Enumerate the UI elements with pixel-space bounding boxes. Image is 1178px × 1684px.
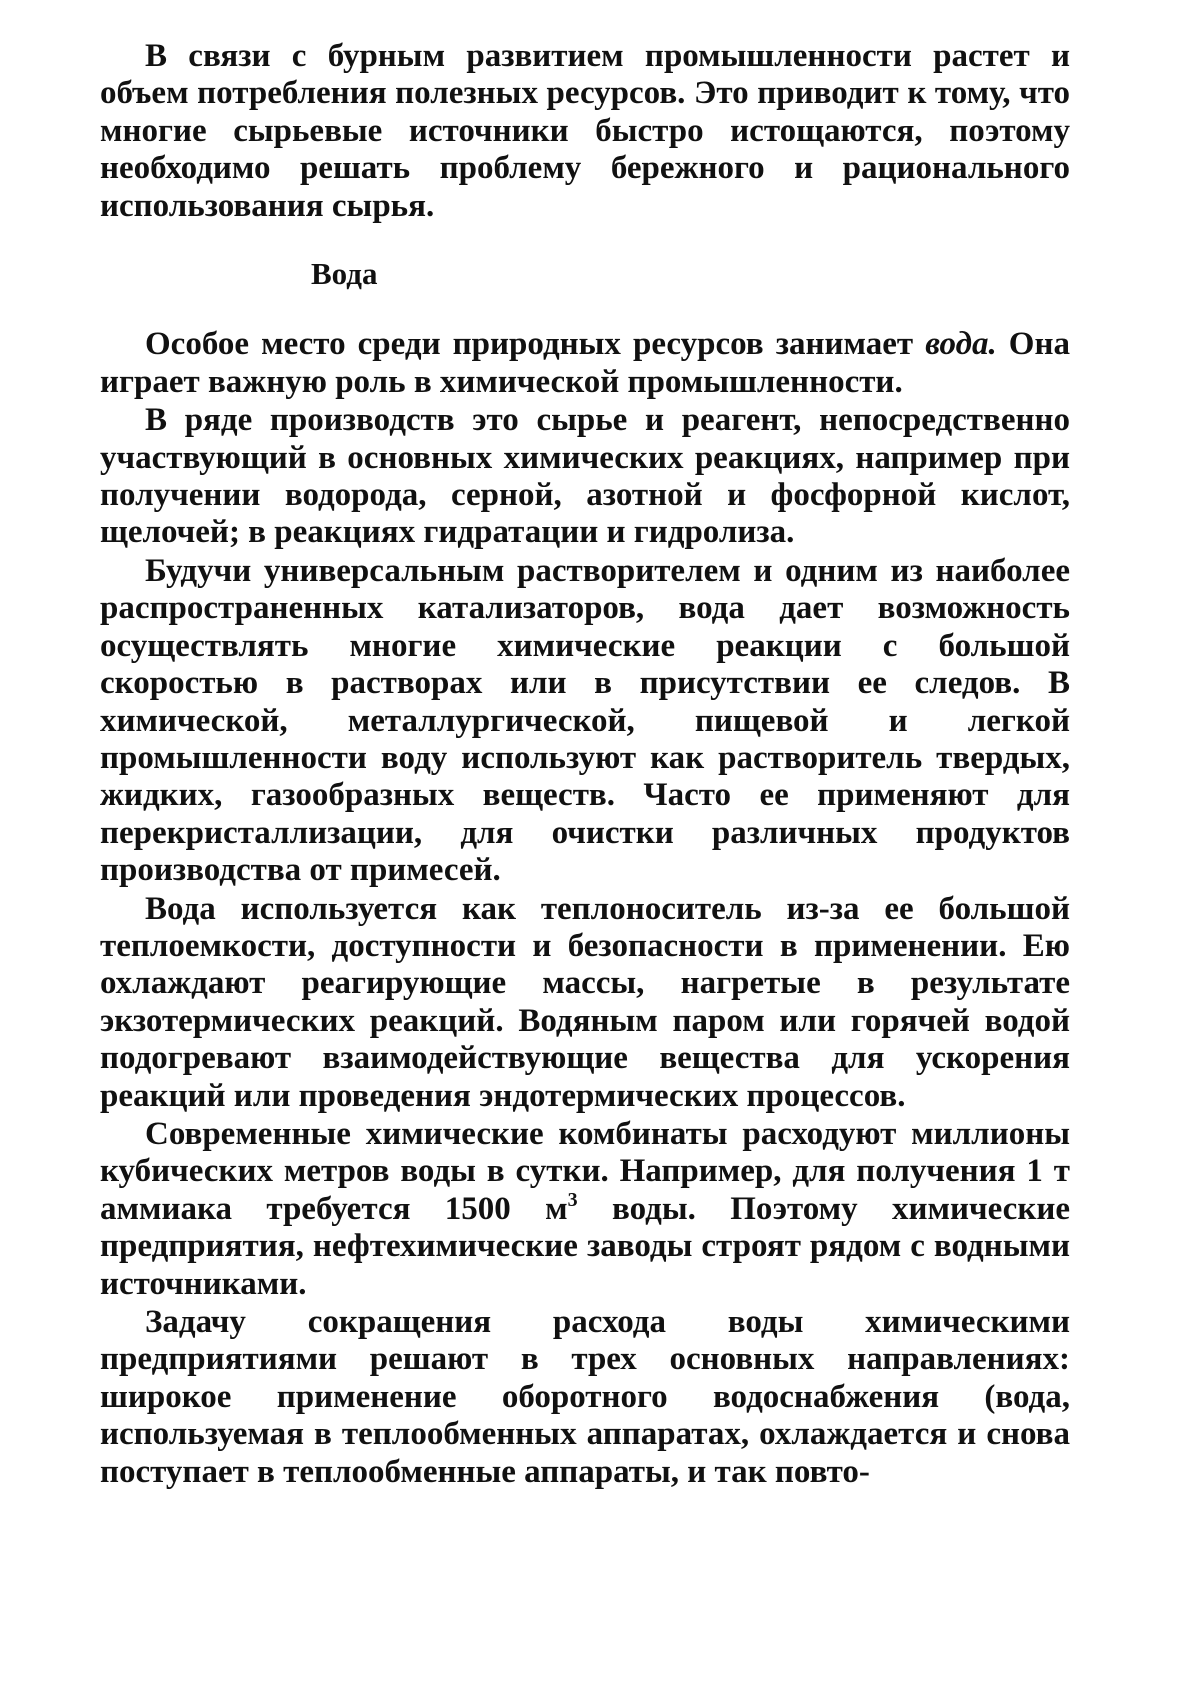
paragraph-reduction: Задачу сокращения расхода воды химическими предприятиями решают в трех основных направлениях: широкое применение оборотного водоснабжения (вода, используемая в теплообменных аппаратах, охлаждается и снова поступает в теплообменные аппараты, и так повто- bbox=[100, 1304, 1070, 1490]
paragraph-water-role bbox=[100, 326, 1070, 401]
paragraph-text-start: Современные химические комбинаты расходуют миллионы кубических метров воды в сутки. Например, для получения 1 т аммиака требуется 1500 м bbox=[100, 1115, 1070, 1227]
paragraph-text-end: Она играет важную роль в химической промышленности. bbox=[100, 326, 1070, 400]
italic-term: вода. bbox=[925, 326, 997, 363]
paragraph-heat-carrier: Вода используется как теплоноситель из-за ее большой теплоемкости, доступности и безопасности в применении. Ею охлаждают реагирующие массы, нагретые в результате экзотермических реакций. Водяным паром или горячей водой подогревают взаимодействующие вещества для ускорения реакций или проведения эндотермических процессов. bbox=[100, 890, 1070, 1114]
paragraph-raw-material: В ряде производств это сырье и реагент, непосредственно участвующий в основных химических реакциях, например при получении водорода, серной, азотной и фосфорной кислот, щелочей; в реакциях гидратации и гидролиза. bbox=[100, 402, 1070, 551]
document-page bbox=[100, 38, 1070, 1491]
paragraph-text-end: воды. Поэтому химические предприятия, нефтехимические заводы строят рядом с водными источниками. bbox=[100, 1190, 1071, 1302]
paragraph-consumption bbox=[100, 1116, 1070, 1303]
paragraph-text-start: Особое место среди природных ресурсов занимает bbox=[145, 326, 926, 363]
superscript: 3 bbox=[567, 1188, 578, 1211]
paragraph-solvent: Будучи универсальным растворителем и одним из наиболее распространенных катализаторов, вода дает возможность осуществлять многие химические реакции с большой скоростью в растворах или в присутствии ее следов. В химической, металлургической, пищевой и легкой промышленности воду используют как растворитель твердых, жидких, газообразных веществ. Часто ее применяют для перекристаллизации, для очистки различных продуктов производства от примесей. bbox=[100, 552, 1070, 889]
section-heading: Вода bbox=[311, 256, 378, 292]
intro-paragraph: В связи с бурным развитием промышленности растет и объем потребления полезных ресурсов. Это приводит к тому, что многие сырьевые источники быстро истощаются, поэтому необходимо решать проблему бережного и рационального использования сырья. bbox=[100, 38, 1070, 224]
